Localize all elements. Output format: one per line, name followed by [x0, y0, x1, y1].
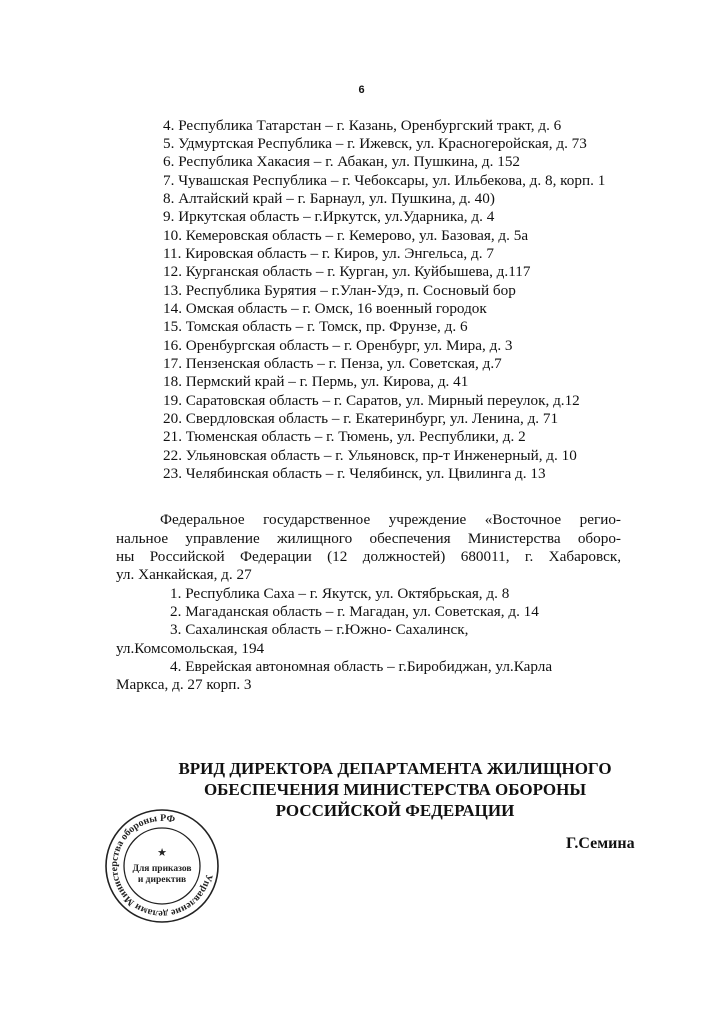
list-item: 7. Чувашская Республика – г. Чебоксары, ул. Ильбекова, д. 8, корп. 1 — [163, 172, 606, 189]
list-item: 4. Еврейская автономная область – г.Биробиджан, ул.Карла — [170, 658, 553, 675]
paragraph-line: ны Российской Федерации (12 должностей) 680011, г. Хабаровск, — [116, 548, 621, 565]
stamp-center-line: Для приказов — [132, 864, 192, 874]
signature-name: Г.Семина — [566, 835, 635, 852]
list-item: 8. Алтайский край – г. Барнаул, ул. Пушкина, д. 40) — [163, 190, 495, 207]
list-item: 19. Саратовская область – г. Саратов, ул. Мирный переулок, д.12 — [163, 392, 580, 409]
list-item: 22. Ульяновская область – г. Ульяновск, пр-т Инженерный, д. 10 — [163, 447, 577, 464]
list-item: 20. Свердловская область – г. Екатеринбург, ул. Ленина, д. 71 — [163, 410, 559, 427]
list-item: 4. Республика Татарстан – г. Казань, Оренбургский тракт, д. 6 — [163, 117, 562, 134]
list-item: Маркса, д. 27 корп. 3 — [116, 676, 252, 693]
list-item: 9. Иркутская область – г.Иркутск, ул.Ударника, д. 4 — [163, 208, 495, 225]
list-item: ул.Комсомольская, 194 — [116, 640, 265, 657]
list-item: 17. Пензенская область – г. Пенза, ул. Советская, д.7 — [163, 355, 502, 372]
list-item: 10. Кемеровская область – г. Кемерово, ул. Базовая, д. 5а — [163, 227, 529, 244]
list-item: 3. Сахалинская область – г.Южно- Сахалинск, — [170, 621, 469, 638]
list-item: 21. Тюменская область – г. Тюмень, ул. Республики, д. 2 — [163, 428, 526, 445]
official-stamp — [104, 808, 220, 924]
list-item: 5. Удмуртская Республика – г. Ижевск, ул. Красногеройская, д. 73 — [163, 135, 587, 152]
heading-line: ОБЕСПЕЧЕНИЯ МИНИСТЕРСТВА ОБОРОНЫ — [203, 780, 587, 799]
list-item: 2. Магаданская область – г. Магадан, ул. Советская, д. 14 — [170, 603, 539, 620]
list-item: 6. Республика Хакасия – г. Абакан, ул. Пушкина, д. 152 — [163, 153, 521, 170]
stamp-center-line: и директив — [137, 875, 187, 885]
list-item: 15. Томская область – г. Томск, пр. Фрунзе, д. 6 — [163, 318, 468, 335]
list-item: 1. Республика Саха – г. Якутск, ул. Октябрьская, д. 8 — [170, 585, 510, 602]
list-item: 18. Пермский край – г. Пермь, ул. Кирова, д. 41 — [163, 373, 469, 390]
paragraph-line: нальное управление жилищного обеспечения Министерства оборо- — [116, 530, 621, 547]
list-item: 11. Кировская область – г. Киров, ул. Энгельса, д. 7 — [163, 245, 494, 262]
page-number: 6 — [358, 84, 365, 96]
stamp-ring-text: Управление делами Министерства обороны РФ — [108, 812, 215, 920]
list-item: 16. Оренбургская область – г. Оренбург, ул. Мира, д. 3 — [163, 337, 513, 354]
star-icon: ★ — [157, 847, 167, 859]
heading-line: РОССИЙСКОЙ ФЕДЕРАЦИИ — [275, 801, 515, 820]
list-item: 13. Республика Бурятия – г.Улан-Удэ, п. Сосновый бор — [163, 282, 516, 299]
paragraph-line: Федеральное государственное учреждение «Восточное регио- — [160, 511, 621, 528]
list-item: 12. Курганская область – г. Курган, ул. Куйбышева, д.117 — [163, 263, 531, 280]
list-item: 23. Челябинская область – г. Челябинск, ул. Цвилинга д. 13 — [163, 465, 546, 482]
list-item: 14. Омская область – г. Омск, 16 военный городок — [163, 300, 487, 317]
heading-line: ВРИД ДИРЕКТОРА ДЕПАРТАМЕНТА ЖИЛИЩНОГО — [178, 759, 612, 778]
paragraph-line: ул. Ханкайская, д. 27 — [116, 566, 252, 583]
